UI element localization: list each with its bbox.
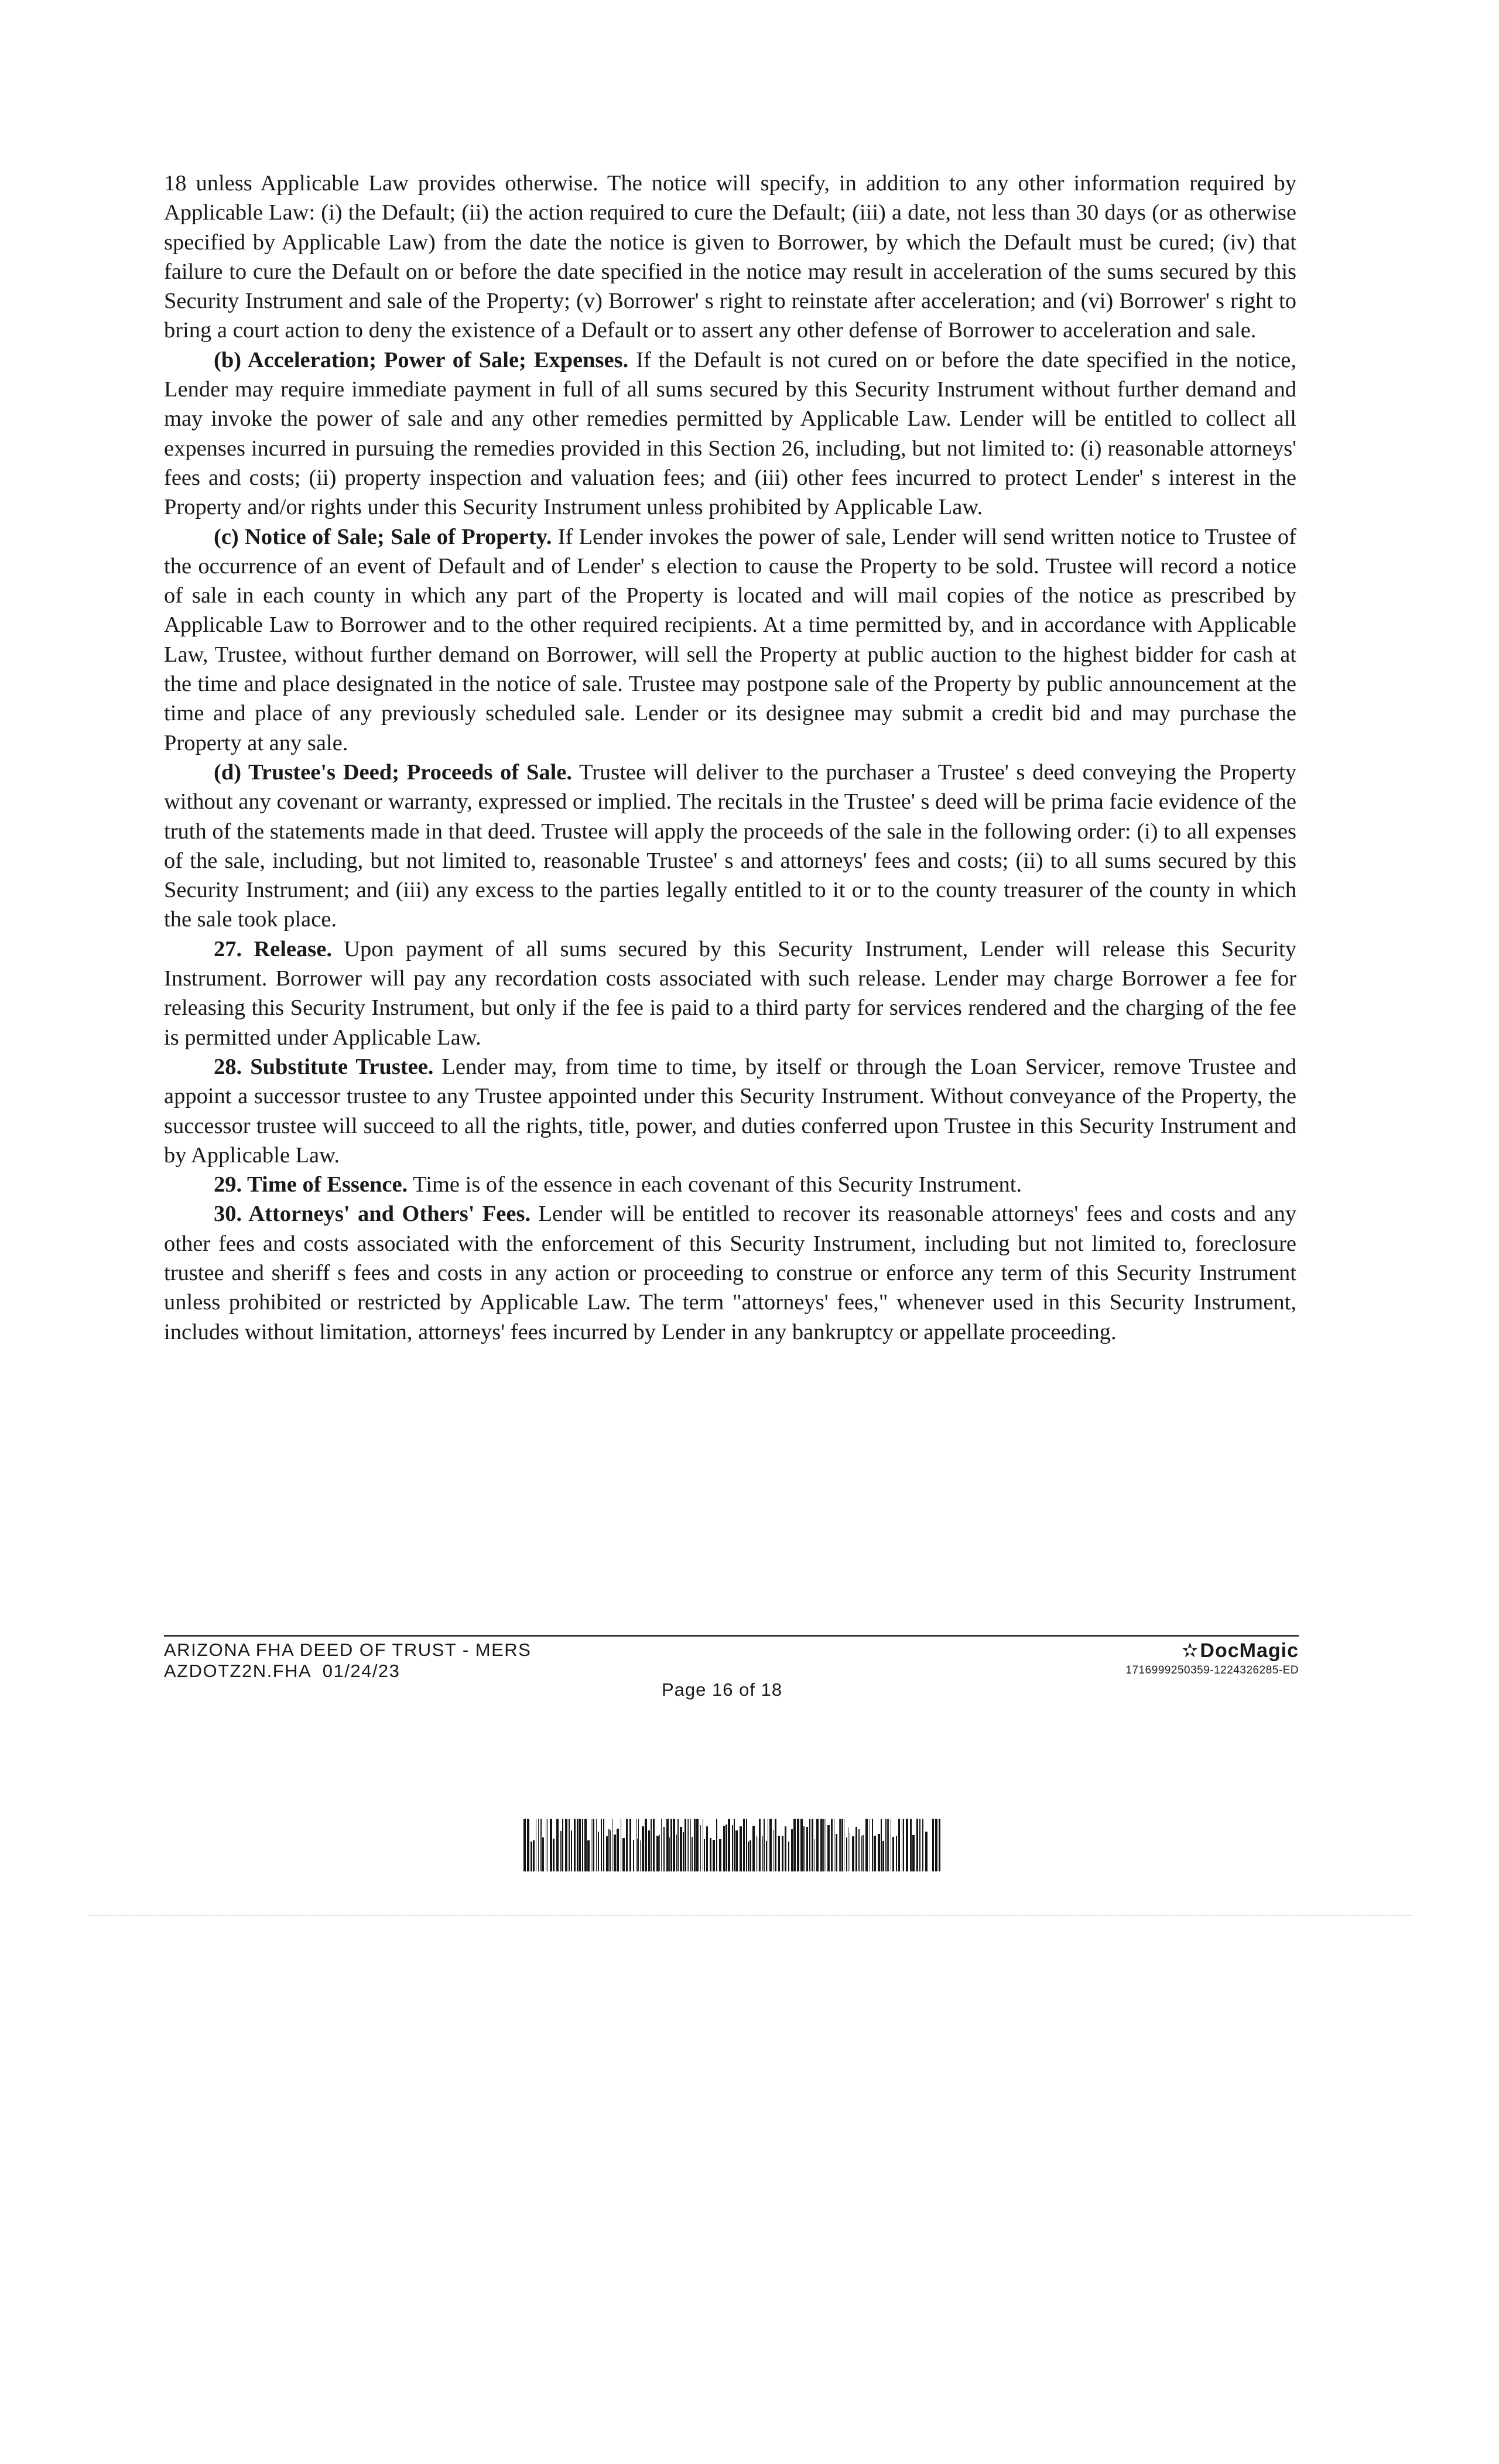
barcode (523, 1819, 940, 1871)
paragraph-text: Trustee will deliver to the purchaser a Trustee' s deed conveying the Property without any covenant or warranty, expressed or implied. The recitals in the Trustee' s deed will be prima facie evidence of the truth of the statements made in that deed. Trustee will apply the proceeds of the sale in the following order: (i) to all expenses of the sale, including, but not limited to, reasonable Trustee' s and attorneys' fees and costs; (ii) to all sums secured by this Security Instrument; and (iii) any excess to the parties legally entitled to it or to the county treasurer of the county in which the sale took place. (164, 759, 1296, 932)
paragraph-time-of-essence (164, 1170, 1296, 1199)
paragraph-text: 18 unless Applicable Law provides otherwise. The notice will specify, in addition to any other information required by Applicable Law: (i) the Default; (ii) the action required to cure the Default; (iii) a date, not less than 30 days (or as otherwise specified by Applicable Law) from the date the notice is given to Borrower, by which the Default must be cured; (iv) that failure to cure the Default on or before the date specified in the notice may result in acceleration of the sums secured by this Security Instrument and sale of the Property; (v) Borrower' s right to reinstate after acceleration; and (vi) Borrower' s right to bring a court action to deny the existence of a Default or to assert any other defense of Borrower to acceleration and sale. (164, 171, 1296, 343)
document-id: 1716999250359-1224326285-ED (1125, 1664, 1299, 1676)
paragraph-heading: (c) Notice of Sale; Sale of Property. (214, 524, 552, 549)
paragraph-0 (164, 169, 1296, 345)
paragraph-text: Time is of the essence in each covenant of this Security Instrument. (408, 1172, 1022, 1197)
paragraph-heading: (b) Acceleration; Power of Sale; Expenses. (214, 347, 629, 372)
paragraph-substitute-trustee (164, 1052, 1296, 1170)
barcode-icon (523, 1819, 940, 1871)
scan-artifact-line (88, 1915, 1411, 1916)
paragraph-text: Lender may, from time to time, by itself or through the Loan Servicer, remove Trustee and appoint a successor trustee to any Trustee appointed under this Security Instrument. Without conveyance of the Property, the successor trustee will succeed to all the rights, title, power, and duties conferred upon Trustee in this Security Instrument and by Applicable Law. (164, 1054, 1296, 1168)
paragraph-attorneys-fees (164, 1199, 1296, 1346)
paragraph-release (164, 935, 1296, 1052)
paragraph-acceleration (164, 345, 1296, 522)
form-code: AZDOTZ2N.FHA 01/24/23 (164, 1661, 401, 1681)
paragraph-text: If the Default is not cured on or before the date specified in the notice, Lender may require immediate payment in full of all sums secured by this Security Instrument without further demand and may invoke the power of sale and any other remedies permitted by Applicable Law. Lender will be entitled to collect all expenses incurred in pursuing the remedies provided in this Section 26, including, but not limited to: (i) reasonable attorneys' fees and costs; (ii) property inspection and valuation fees; and (iii) other fees incurred to protect Lender' s interest in the Property and/or rights under this Security Instrument unless prohibited by Applicable Law. (164, 347, 1296, 520)
form-title: ARIZONA FHA DEED OF TRUST - MERS (164, 1640, 532, 1660)
paragraph-trustees-deed (164, 758, 1296, 935)
brand-name: DocMagic (1200, 1640, 1299, 1662)
paragraph-heading: 28. Substitute Trustee. (214, 1054, 434, 1079)
footer-brand (1125, 1640, 1299, 1679)
paragraph-text: If Lender invokes the power of sale, Lender will send written notice to Trustee of the occurrence of an event of Default and of Lender' s election to cause the Property to be sold. Trustee will record a notice of sale in each county in which any part of the Property is located and will mail copies of the notice as prescribed by Applicable Law to Borrower and to the other required recipients. At a time permitted by, and in accordance with Applicable Law, Trustee, without further demand on Borrower, will sell the Property at public auction to the highest bidder for cash at the time and place designated in the notice of sale. Trustee may postpone sale of the Property by public announcement at the time and place of any previously scheduled sale. Lender or its designee may submit a credit bid and may purchase the Property at any sale. (164, 524, 1297, 755)
paragraph-text: Lender will be entitled to recover its reasonable attorneys' fees and costs and any other fees and costs associated with the enforcement of this Security Instrument, including but not limited to, foreclosure trustee and sheriff s fees and costs in any action or proceeding to construe or enforce any term of this Security Instrument unless prohibited or restricted by Applicable Law. The term "attorneys' fees," whenever used in this Security Instrument, includes without limitation, attorneys' fees incurred by Lender in any bankruptcy or appellate proceeding. (164, 1202, 1297, 1344)
paragraph-heading: 30. Attorneys' and Others' Fees. (214, 1202, 531, 1227)
footer-divider (164, 1635, 1299, 1637)
paragraph-notice-of-sale (164, 522, 1296, 758)
paragraph-heading: 27. Release. (214, 936, 332, 961)
paragraph-heading: (d) Trustee's Deed; Proceeds of Sale. (214, 759, 573, 785)
footer-form-info (164, 1640, 531, 1682)
page-number: Page 16 of 18 (662, 1679, 783, 1700)
document-body (164, 169, 1296, 1347)
paragraph-heading: 29. Time of Essence. (214, 1172, 408, 1197)
paragraph-text: Upon payment of all sums secured by this Security Instrument, Lender will release this Security Instrument. Borrower will pay any recordation costs associated with such release. Lender may charge Borrower a fee for releasing this Security Instrument, but only if the fee is paid to a third party for services rendered and the charging of the fee is permitted under Applicable Law. (164, 936, 1296, 1050)
brand-logo (1125, 1640, 1299, 1662)
star-icon: ✫ (1181, 1640, 1199, 1662)
